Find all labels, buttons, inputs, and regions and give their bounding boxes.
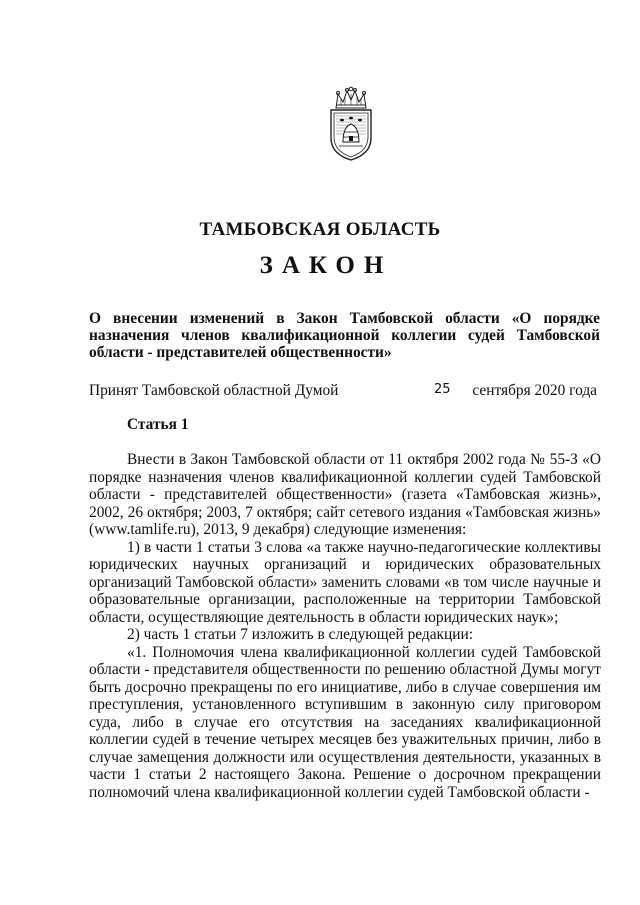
- law-title: О внесении изменений в Закон Тамбовской области «О порядке назначения членов квалификационной коллегии судей Тамбовской области - представителей общественности»: [89, 310, 600, 361]
- adopted-by: Принят Тамбовской областной Думой: [89, 382, 339, 399]
- article-body: [89, 451, 601, 801]
- paragraph: 2) часть 1 статьи 7 изложить в следующей редакции:: [127, 626, 474, 643]
- paragraph: Внести в Закон Тамбовской области от 11 октября 2002 года № 55-З «О порядке назначения членов квалификационной коллегии судей Тамбовской области - представителей общественности» (газета «Тамбовская жизнь», 2002, 26 октября; 2003, 7 октября; сайт сетевого издания «Тамбовская жизнь» (www.tamlife.ru), 2013, 9 декабря) следующие изменения:: [89, 451, 601, 538]
- paragraph: 1) в части 1 статьи 3 слова «а также научно-педагогические коллективы юридических научных организаций и юридических образовательных организаций Тамбовской области» заменить словами «в том числе научные и образовательные организации, расположенные на территории Тамбовской области, осуществляющие деятельность в области юридических наук»;: [89, 538, 601, 626]
- paragraph: «1. Полномочия члена квалификационной коллегии судей Тамбовской области - представителя общественности по решению областной Думы могут быть досрочно прекращены по его инициативе, либо в случае совершения им преступления, установленного вступившим в законную силу приговором суда, либо в случае его отсутствия на заседаниях квалификационной коллегии судей в течение четырех месяцев без уважительных причин, либо в случае замещения должности или осуществления деятельности, указанных в части 1 статьи 2 настоящего Закона. Решение о досрочном прекращении полномочий члена квалификационной коллегии судей Тамбовской области -: [89, 643, 601, 801]
- adoption-day: 25: [434, 382, 451, 397]
- tambov-coat-of-arms-icon: [324, 86, 378, 162]
- adoption-line: [89, 382, 600, 402]
- article-heading: Статья 1: [127, 416, 189, 433]
- region-name: ТАМБОВСКАЯ ОБЛАСТЬ: [199, 219, 441, 240]
- document-type: ЗАКОН: [259, 252, 393, 279]
- adoption-month-year: сентября 2020 года: [472, 382, 597, 399]
